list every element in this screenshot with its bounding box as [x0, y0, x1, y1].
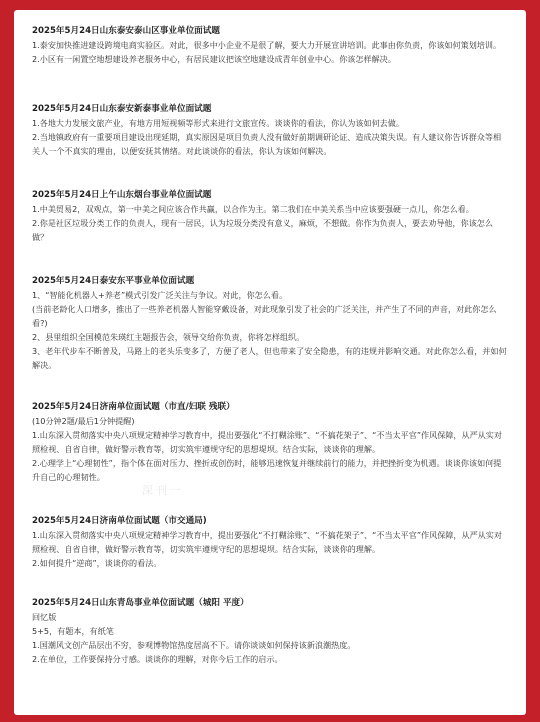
section-title: 2025年5月24日山东泰安新泰事业单位面试题	[32, 104, 212, 114]
question-line: 3、老年代步车不断普及，马路上的老头乐变多了，方便了老人，但也带来了安全隐患，有的违规并影响交通。对此你怎么看，并如何解决。	[32, 346, 507, 370]
question-section-jinan-fulian	[32, 400, 508, 484]
section-title: 2025年5月24日济南单位面试题（市直/妇联 残联）	[32, 402, 235, 412]
question-line: 2.当地镇政府有一重要项目建设出现延期，真实原因是项目负责人没有做好前期调研论证、造成决策失误。有人建议你告诉群众等相关人一个不真实的理由，以便安抚其情绪。对此谈谈你的看法，你认为该如何解决。	[32, 132, 502, 156]
question-line: 2.小区有一闲置空地想建设养老服务中心，有居民建议把该空地建设成青年创业中心。你该怎样解决。	[32, 54, 396, 64]
question-section-yantai	[32, 188, 508, 244]
question-line: 1.山东深入贯彻落实中央八项规定精神学习教育中，提出要强化“不打糊涂账”、“不搞花架子”、“不当太平官”作风保障，从严从实对照检视、自省自律，做好警示教育等，切实筑牢遵规守纪的思想堤坝。结合实际，谈谈你的理解。	[32, 530, 502, 554]
question-line: 1.山东深入贯彻落实中央八项规定精神学习教育中，提出要强化“不打糊涂账”、“不搞花架子”、“不当太平官”作风保障，从严从实对照检视、自省自律，做好警示教育等，切实筑牢遵规守纪的思想堤坝。结合实际，谈谈你的理解。	[32, 430, 502, 454]
question-line: 1.中美贸易2，双观点，第一中美之间应该合作共赢，以合作为主。第二我们在中美关系当中应该要强硬一点儿，你怎么看。	[32, 204, 474, 214]
question-line: 1、“智能化机器人+养老”模式引发广泛关注与争议。对此，你怎么看。	[32, 290, 288, 300]
question-line: (10分钟2题/最后1分钟提醒)	[32, 416, 135, 426]
section-title: 2025年5月24日山东青岛事业单位面试题（城阳 平度）	[32, 598, 249, 608]
question-line: 回忆版	[32, 612, 57, 622]
question-section-jinan-jiaotong	[32, 514, 508, 570]
section-title: 2025年5月24日泰安东平事业单位面试题	[32, 276, 195, 286]
question-line: 1.国潮风文创产品层出不穷，参观博物馆热度居高不下。请你谈谈如何保持该新浪潮热度。	[32, 640, 356, 650]
question-line: 2、县里组织全国模范朱瑛红主题报告会，领导交给你负责，你将怎样组织。	[32, 332, 305, 342]
question-line: 1.各地大力发展文旅产业，有地方用短视频等形式来进行文旅宣传。谈谈你的看法，你认为该如何去做。	[32, 118, 404, 128]
question-line: 1.泰安加快推进建设跨境电商实验区。对此，很多中小企业不是很了解，要大力开展宣讲培训。此事由你负责，你该如何策划培训。	[32, 40, 502, 50]
question-line: 5+5，有题本，有纸笔	[32, 626, 114, 636]
document-page	[14, 10, 526, 715]
question-section-dongping	[32, 274, 508, 372]
question-section-xintai	[32, 102, 508, 158]
watermark: 深刊一	[142, 484, 184, 497]
question-line: 2.心理学上“心理韧性”，指个体在面对压力、挫折或创伤时，能够迅速恢复并继续前行的能力，并把挫折变为机遇。谈谈你该如何提升自己的心理韧性。	[32, 458, 502, 482]
section-title: 2025年5月24日上午山东烟台事业单位面试题	[32, 190, 212, 200]
question-section-qingdao	[32, 596, 508, 666]
section-title: 2025年5月24日济南单位面试题（市交通局)	[32, 516, 207, 526]
question-line: (当前老龄化人口增多，推出了一些养老机器人智能穿戴设备，对此现象引发了社会的广泛关注，并产生了不同的声音，对此你怎么看?)	[32, 304, 497, 328]
question-line: 2.在单位，工作要保持分寸感。谈谈你的理解，对你今后工作的启示。	[32, 654, 283, 664]
question-section-taishan	[32, 24, 508, 66]
question-line: 2.你是社区垃圾分类工作的负责人，现有一居民，认为垃圾分类没有意义，麻烦，不想做。你作为负责人，要去劝导他，你该怎么做？	[32, 218, 493, 242]
section-title: 2025年5月24日山东泰安泰山区事业单位面试题	[32, 26, 220, 36]
question-line: 2.如何提升“逆商”，谈谈你的看法。	[32, 558, 162, 568]
